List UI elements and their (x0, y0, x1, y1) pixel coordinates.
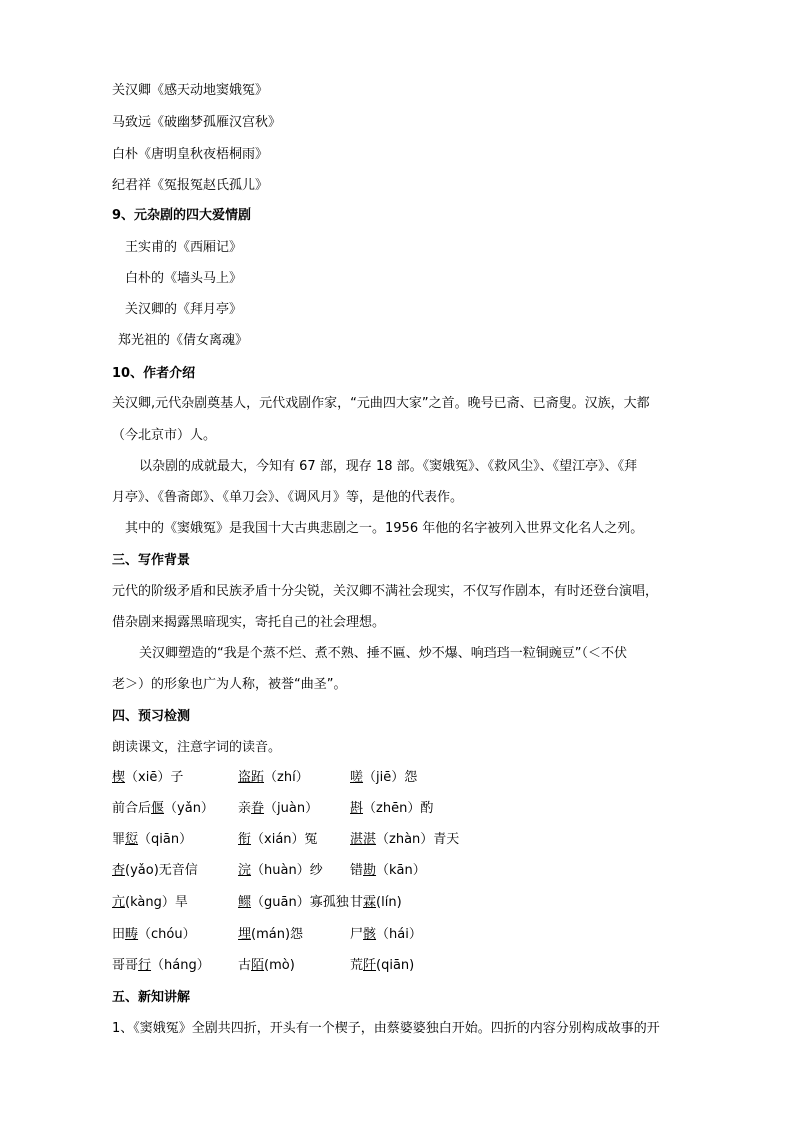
list-item: 王实甫的《西厢记》 (125, 240, 243, 255)
vocab-target-char: 鳏 (238, 895, 252, 910)
vocab-target-char: 行 (138, 958, 152, 973)
vocab-item (238, 958, 295, 974)
vocab-pinyin: (kàng）旱 (125, 895, 188, 910)
vocab-target-char: 嗟 (350, 770, 364, 785)
paragraph-line: 以杂剧的成就最大，今知有 67 部，现存 18 部。《窦娥冤》、《救风尘》、《望江亭》、《拜 (139, 459, 638, 474)
vocab-item (350, 863, 426, 879)
vocab-target-char: 斟 (350, 801, 364, 816)
vocab-target-char: 愆 (125, 832, 139, 847)
vocab-item (238, 770, 309, 786)
vocab-item (350, 832, 459, 848)
vocab-target-char: 杳 (112, 863, 126, 878)
vocab-target-char: 偃 (151, 801, 165, 816)
vocab-pinyin: (qiān) (376, 958, 415, 973)
section-heading: 9、元杂剧的四大爱情剧 (112, 208, 252, 223)
vocab-item (112, 927, 196, 943)
vocab-pinyin: (mò) (264, 958, 295, 973)
vocab-item (350, 927, 422, 943)
vocab-item (238, 832, 318, 848)
vocab-pinyin: （xián）冤 (251, 832, 318, 847)
vocab-target-char: 骸 (363, 927, 377, 942)
vocab-prefix: 田 (112, 927, 126, 942)
vocab-target-char: 盗跖 (238, 770, 265, 785)
vocab-pinyin: （huàn）纱 (251, 863, 323, 878)
vocab-item (112, 801, 214, 817)
vocab-pinyin: （juàn） (264, 801, 319, 816)
vocab-target-char: 浣 (238, 863, 252, 878)
vocab-target-char: 畴 (125, 927, 139, 942)
vocab-target-char: 眷 (251, 801, 265, 816)
vocab-item (238, 927, 303, 943)
paragraph-line: 其中的《窦娥冤》是我国十大古典悲剧之一。1956 年他的名字被列入世界文化名人之列。 (125, 521, 644, 536)
vocab-target-char: 霖 (363, 895, 377, 910)
vocab-target-char: 陌 (251, 958, 265, 973)
vocab-target-char: 勘 (363, 863, 377, 878)
vocab-item (238, 895, 349, 911)
vocab-pinyin: （guān）寡孤独 (251, 895, 349, 910)
vocab-pinyin: （hái） (376, 927, 422, 942)
vocab-target-char: 楔 (112, 770, 126, 785)
list-item: 马致远《破幽梦孤雁汉宫秋》 (112, 115, 282, 130)
list-item: 纪君祥《冤报冤赵氏孤儿》 (112, 178, 269, 193)
vocab-pinyin: （kān） (376, 863, 426, 878)
section-heading: 五、新知讲解 (112, 990, 191, 1005)
vocab-prefix: 前合后 (112, 801, 152, 816)
vocab-pinyin: （háng） (151, 958, 210, 973)
vocab-prefix: 错 (350, 863, 364, 878)
paragraph-line: 老＞）的形象也广为人称，被誉“曲圣”。 (112, 677, 347, 692)
vocab-target-char: 湛湛 (350, 832, 377, 847)
vocab-pinyin: （qiān） (138, 832, 193, 847)
vocab-item (350, 895, 402, 911)
vocab-pinyin: (lín) (376, 895, 402, 910)
vocab-item (112, 832, 192, 848)
vocab-pinyin: （zhí） (264, 770, 309, 785)
vocab-target-char: 埋 (238, 927, 252, 942)
vocab-prefix: 甘 (350, 895, 364, 910)
vocab-pinyin: （yǎn） (164, 801, 214, 816)
vocab-pinyin: （xiē）子 (125, 770, 184, 785)
vocab-item (350, 801, 433, 817)
paragraph-line: 元代的阶级矛盾和民族矛盾十分尖锐，关汉卿不满社会现实，不仅写作剧本，有时还登台演唱， (112, 584, 659, 599)
vocab-target-char: 阡 (363, 958, 377, 973)
vocab-item (112, 770, 183, 786)
paragraph-line: 关汉卿,元代杂剧奠基人，元代戏剧作家，“元曲四大家”之首。晚号已斋、已斋叟。汉族，大都 (112, 396, 650, 411)
paragraph-line: （今北京市）人。 (112, 428, 217, 443)
vocab-target-char: 衔 (238, 832, 252, 847)
list-item: 关汉卿《感天动地窦娥冤》 (112, 83, 269, 98)
vocab-pinyin: （jiē）怨 (363, 770, 418, 785)
vocab-pinyin: (mán)怨 (251, 927, 304, 942)
list-item: 郑光祖的《倩女离魂》 (118, 333, 249, 348)
vocab-item (350, 958, 414, 974)
section-heading: 10、作者介绍 (112, 366, 196, 381)
vocab-item (350, 770, 417, 786)
vocab-item (112, 958, 210, 974)
vocab-prefix: 亲 (238, 801, 252, 816)
list-item: 白朴《唐明皇秋夜梧桐雨》 (112, 147, 269, 162)
vocab-item (238, 801, 318, 817)
paragraph-line: 关汉卿塑造的“我是个蒸不烂、煮不熟、捶不匾、炒不爆、响珰珰一粒铜豌豆”（＜不伏 (139, 646, 627, 661)
paragraph-line: 借杂剧来揭露黑暗现实，寄托自己的社会理想。 (112, 615, 386, 630)
vocab-item (112, 895, 188, 911)
list-item: 关汉卿的《拜月亭》 (125, 302, 243, 317)
vocab-pinyin: （chóu） (138, 927, 196, 942)
section-heading: 四、预习检测 (112, 709, 191, 724)
paragraph-line: 1、《窦娥冤》全剧共四折，开头有一个楔子，由蔡婆婆独白开始。四折的内容分别构成故事的开 (112, 1021, 660, 1036)
vocab-pinyin: （zhēn）酌 (363, 801, 434, 816)
vocab-prefix: 尸 (350, 927, 364, 942)
vocab-pinyin: (yǎo)无音信 (125, 863, 198, 878)
vocab-prefix: 哥哥 (112, 958, 139, 973)
paragraph-line: 朗读课文，注意字词的读音。 (112, 740, 282, 755)
vocab-prefix: 古 (238, 958, 252, 973)
vocab-item (112, 863, 198, 879)
list-item: 白朴的《墙头马上》 (125, 271, 243, 286)
vocab-item (238, 863, 323, 879)
section-heading: 三、写作背景 (112, 553, 191, 568)
paragraph-line: 月亭》、《鲁斋郎》、《单刀会》、《调风月》等，是他的代表作。 (112, 490, 464, 505)
vocab-prefix: 罪 (112, 832, 126, 847)
vocab-prefix: 荒 (350, 958, 364, 973)
vocab-target-char: 亢 (112, 895, 126, 910)
vocab-pinyin: （zhàn）青天 (376, 832, 460, 847)
